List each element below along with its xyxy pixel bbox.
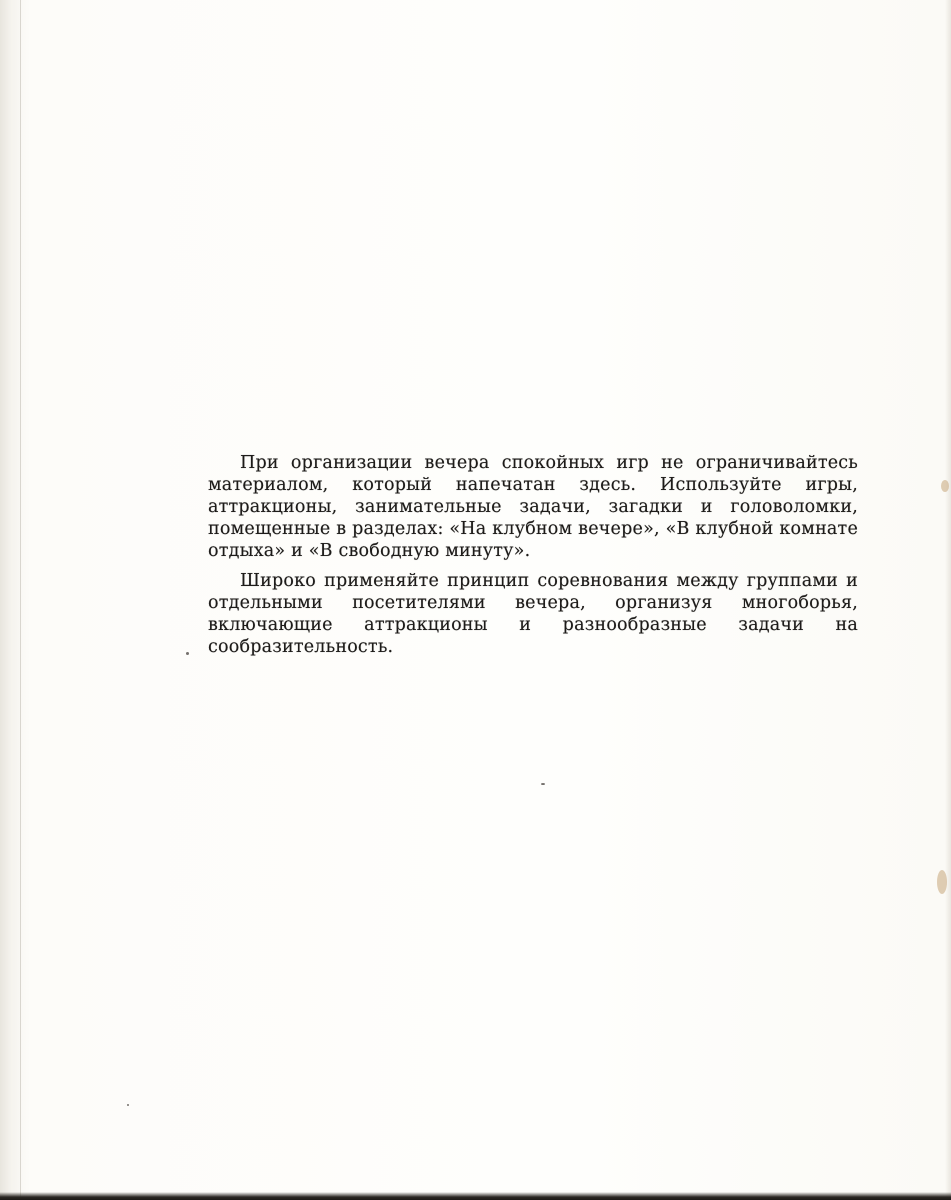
paragraph-1: При организации вечера спокойных игр не ограничивайтесь материалом, который напечатан здесь. Используйте игры, аттракционы, занимательные задачи, загадки и головоломки, помещенные в разделах: «На клубном вечере», «В клубной комнате отдыха» и «В свободную минуту». [208,453,858,561]
page-right-edge [945,0,951,1200]
paper-stain-bottom-right [937,870,947,894]
paragraph-2: Широко применяйте принцип соревнования между группами и отдельными посетителями вечера, организуя многоборья, включающие аттракционы и разнообразные задачи на сообразительность. [208,571,858,657]
body-text [208,452,858,666]
page-fold-line [20,0,21,1200]
paper-stain-top-right [941,480,949,492]
page-left-margin-shadow [0,0,22,1200]
paper-speck [127,1104,129,1106]
paper-speck [186,652,189,655]
page-bottom-edge [0,1192,951,1200]
paper-speck [541,783,545,785]
